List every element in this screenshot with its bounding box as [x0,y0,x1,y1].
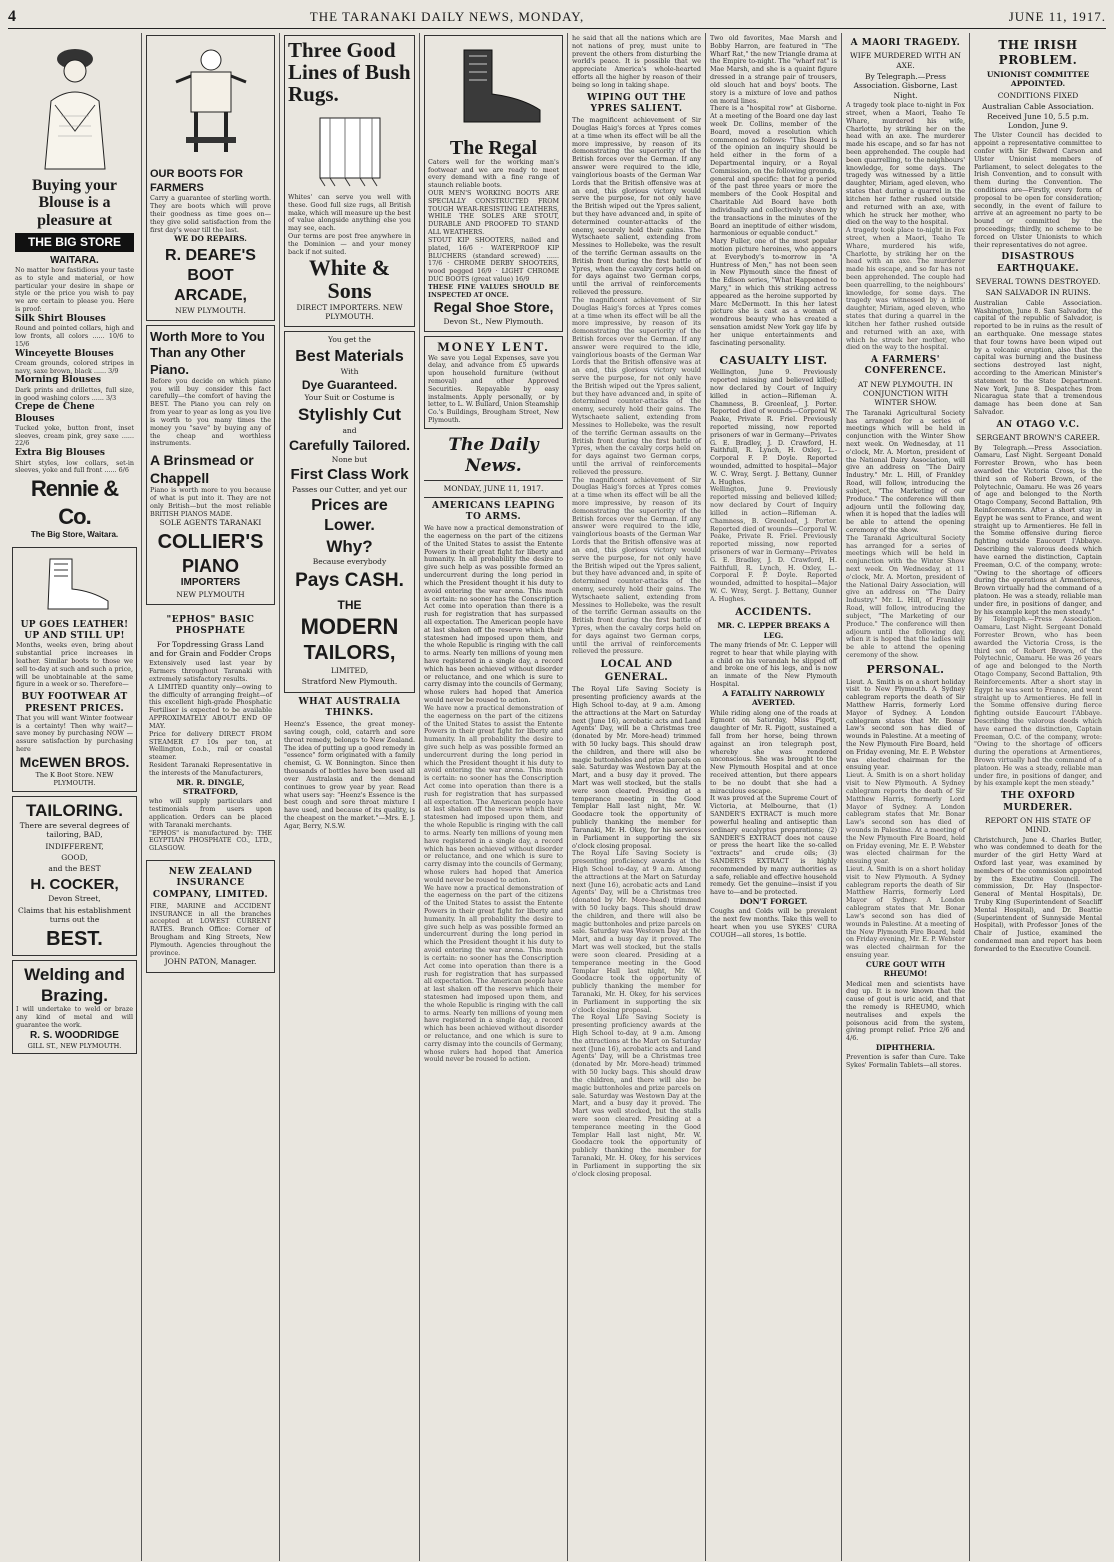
personal-body-cont: Lieut. A. Smith is on a short holiday visit to New Plymouth. A Sydney cablegram reports the death of Sir Matthew Harris, formerly Lord Mayor of Sydney. A London cablegram states that Mr. Bonar Law's second son has died of wounds in Palestine. At a meeting of the New Plymouth Fire Board, held on Friday evening, Mr. E. P. Webster was elected chairman for the ensuing year. [846,771,965,866]
local-headline: LOCAL AND GENERAL. [600,659,673,683]
rennie-ad [12,35,137,543]
column-4 [420,33,568,1561]
rugs-illustration [300,108,400,188]
regal-list: STOUT KIP SHOOTERS, nailed and plated, 16/6 · WATERPROOF KIP BLUCHERS (standard screwed) ...... 17/6 · CHROME DERBY SHOOTERS, wood pegged 16/9 · LIGHT CHROME DUC BOOTS (great value) 16/9 [428,235,559,283]
tailors-name: TAILORS, [303,641,396,664]
blouse-intro: No matter how fastidious your taste as to style and material, or how particular your desire in shape or style or the price you wish to pay we are certain to please you. Here is proof: [15,266,134,314]
fatality-body: While riding along one of the roads at Egmont on Saturday, Miss Pigott, daughter of Mr. R. Pigott, sustained a fall from her horse, being thrown against an iron telegraph post, whereby she was rendered unconscious. She was brought to the New Plymouth Hospital and at once received attention, but there appears to be no doubt that she had a miraculous escape. [710,708,837,795]
whites-ad [284,35,415,327]
tailors-towns: Stratford New Plymouth. [301,677,398,687]
insurance-ad [146,860,275,973]
cocker-claim: Claims that his establishment turns out the [18,905,131,925]
tailoring-line: and the BEST [48,864,101,874]
leader-body-cont: We have now a practical demonstration of the eagerness on the part of the citizens of the United States to assist the Entente Powers in their great fight for liberty and humanity. In all probability the desire to give such help as was possible formed an undercurrent during the long period in which the President thought it his duty to avoid entering the war arena. This much is certain: no sooner has the Conscription Act come into operation than there is a rush for registration that has surpassed all expectation. The American people have at last shaken off the reserve which their statesmen had imposed upon them, and the whole Republic is ringing with the call to arms. Nearly ten millions of young men have registered in a single day, a record which has been achieved without disorder or reluctance, and one which is sure to carry dismay into the councils of Germany, whose rulers had hoped that America would never be roused to action. [424,703,563,884]
deare-name: R. DEARE'S [165,246,256,264]
piano-headline: Worth More to You Than any Other Piano. [150,329,265,377]
piano-body: Before you decide on which piano you will buy consider this fact carefully—the comfort of having the BEST. The Piano you can rely on from year to year as long as you live is worth to you many times the money you "save" by buying any of the cheap and worthless instruments. [150,376,271,448]
otago-headline: AN OTAGO V.C. [996,419,1080,430]
rennie-brand: Rennie & Co. [30,476,119,529]
personal-body: Lieut. A. Smith is on a short holiday visit to New Plymouth. A Sydney cablegram reports the death of Sir Matthew Harris, formerly Lord Mayor of Sydney. A London cablegram states that Mr. Bonar Law's second son has died of wounds in Palestine. At a meeting of the New Plymouth Fire Board, held on Friday evening, Mr. E. P. Webster was elected chairman for the ensuing year. [846,677,965,772]
blouse-item: Winceyette Blouses Cream grounds, colored stripes in navy, saxe brown, black ...... 3/9 [15,348,134,375]
tailors-line: Because everybody [312,557,387,567]
australia-body: Heenz's Essence, the great money-saving cough, cold, catarrh and sore throat remedy, belongs to New Zealand. The idea of putting up a good remedy in "essence" form originated with a family chemist, G. W. Bonnington. Since then thousands of bottles have been used all over Australasia and the demand continues to grow year by year. Read what users say: "Heenz's Essence is the best cough and sore throat mixture I have used, and because of its quality, is the cheapest on the market."—Mrs. E. J. Agar, Berry, N.S.W. [284,720,415,830]
money-lent-ad [424,336,563,429]
column-3 [280,33,420,1561]
personal-body-cont: Lieut. A. Smith is on a short holiday visit to New Plymouth. A Sydney cablegram reports the death of Sir Matthew Harris, formerly Lord Mayor of Sydney. A London cablegram states that Mr. Bonar Law's second son has died of wounds in Palestine. At a meeting of the New Plymouth Fire Board, held on Friday evening, Mr. E. P. Webster was elected chairman for the ensuing year. [846,865,965,959]
welding-body: I will undertake to weld or braze any kind of metal and will guarantee the work. [16,1005,133,1029]
brinsmead-body: Piano is worth more to you because of what is put into it. They are not only British—but the most reliable BRITISH PIANOS MADE. [150,486,271,518]
farmers-headline: A FARMERS' CONFERENCE. [864,355,947,377]
ephos-rep: MR. R. DINGLE, STRATFORD, [176,777,245,796]
maori-dateline: By Telegraph.—Press Association. Gisborne, Last Night. [853,72,958,100]
sole-agents: SOLE AGENTS TARANAKI [159,518,262,528]
woodridge-name: R. S. WOODRIDGE [30,1029,119,1041]
tailors-modern: MODERN [300,614,399,640]
boots-body: Carry a guarantee of sterling worth. They are boots which will prove their goodness as time goes on—they give solid satisfaction from the first day's wear till the last. [150,194,271,234]
diphtheria-body: Prevention is safer than Cure. Take Sykes' Formalin Tablets—all stores. [846,1053,965,1070]
insurance-body: FIRE, MARINE and ACCIDENT INSURANCE in all the branches accepted at LOWEST CURRENT RATES. Branch Office: Corner of Brougham and King Streets, New Plymouth. Agencies throughout the province. [150,901,271,957]
cocker-ad [12,796,137,956]
regal-address: Devon St., New Plymouth. [443,316,544,326]
whites-sub: DIRECT IMPORTERS. NEW PLYMOUTH. [296,302,403,321]
tailors-dye: Dye Guaranteed. [301,378,398,393]
page-number: 4 [8,8,16,25]
lepper-body: The many friends of Mr. C. Lepper will regret to hear that while playing with a child on his verandah he slipped off and broke one of his legs, and is now an inmate of the New Plymouth Hospital. [710,640,837,688]
otago-subhead: SERGEANT BROWN'S CAREER. [975,433,1101,443]
leather-body: Months, weeks even, bring about substantial price increases in leather. Similar boots to those we sell to-day at such and such a price, will be unobtainable at the same figure in a week or so. Therefore— [16,641,133,689]
colliers-town: NEW PLYMOUTH [176,589,245,599]
otago-body: By Telegraph.—Press Association. Oamaru, Last Night. Sergeant Donald Forrester Brown, who has been awarded the Victoria Cross, is the third son of Robert Brown, of the Polytechnic, Oamaru. He was 26 years of age and belonged to the North Otago Company, Second Battalion, 9th Reinforcements. After a short stay in Egypt he was sent to France, and went straight up to Armentieres. He fell in the Somme offensive during fierce fighting outside Eaucourt l'Abbaye. Describing the valorous deeds which have earned the distinction, Captain Freeman, O.C. of the company, wrote: "Owing to the shortage of officers during the operations at Armentieres, Brown virtually had the command of a platoon. He was a steady, reliable man under fire, in positions of danger, and by his example kept the men steady." [974,443,1102,616]
columns [8,33,1106,1561]
ephos-ad [146,609,275,856]
regal-store: Regal Shoe Store, [433,299,554,316]
oxford-body: Christchurch, June 4. Charles Butler, who was condemned to death for the murder of the girl Hetty Ward at Oxford last year, was examined by members of the commission appointed by the Executive Council. The commission, Dr. Hay (Inspector-General of Mental Hospitals), Dr. Truby King (Superintendent of Seacliff Mental Hospital), and Dr. Beattie (Superintendent of Sunnyside Mental Hospital), with Professor Jones of the Chair of Justice, examined the condemned man and report has been forwarded to the Executive Council. [974,835,1102,953]
insurance-manager: JOHN PATON, Manager. [164,957,257,967]
column-1 [8,33,142,1561]
tailors-line: None but [331,454,368,464]
boot-arcade: BOOT ARCADE, [174,266,247,304]
oxford-headline: THE OXFORD MURDERER. [1000,791,1076,813]
rugs-post: Our terms are post free anywhere in the Dominion — and your money back if not suited. [288,231,411,256]
irish-conditions: CONDITIONS FIXED [997,90,1079,100]
column-6 [706,33,842,1561]
tailoring-line: INDIFFERENT, [45,841,104,851]
deare-ad [146,35,275,321]
ephos-title: "EPHOS" BASIC PHOSPHATE [166,615,255,637]
casualty-body-cont: Wellington, June 9. Previously reported missing and believed killed; now declared by Court of Inquiry killed in action—Rifleman A. Chamness, B. Greenleaf, J. Porter. Reported died of wounds—Corporal W. Peake, Private R. Friel. Previously reported missing, now reported prisoners of war in Germany—Privates G. E. Bradley, J. D. Crawford, H. Faithfull, R. Lynch, H. Oxley, L.-Corporal F. P. Doyle. Reported wounded, admitted to hospital—Major W. C. Wray, Sergt. J. Bettany, Gunner A. Hughes. [710,485,837,603]
column-5 [568,33,706,1561]
column-8 [970,33,1106,1561]
quake-headline: DISASTROUS EARTHQUAKE. [996,252,1080,274]
ephos-para: A LIMITED quantity only—owing to the difficulty of arranging freight—of this excellent high-grade Phosphatic Fertiliser is expected to be available APPROXIMATELY ABOUT END OF MAY. [149,682,272,730]
casualty-headline: CASUALTY LIST. [719,353,828,367]
dont-forget-body: Coughs and Colds will be prevalent the next few months. Take this well to heart when you use SYKES' CURA COUGH—all stores, 1s bottle. [710,907,837,939]
leader-continued: he said that all the nations which are not nations of prey, must unite to prevent the others from disturbing the world's peace. It is possible that we appreciate America's whole-hearted efforts all the higher by reason of their being so long in taking shape. [572,34,701,89]
cocker-name: H. COCKER, [30,875,119,893]
cobbler-illustration [156,42,266,162]
quake-body: Australian Cable Association. Washington, June 8. San Salvador, the capital of the republic of Salvador, is reported to be in ruins as the result of an earthquake. One message states that four towns have been wiped out by a volcanic eruption, also that the capital was burning and the business sections destroyed last night, according to the American Minister's statement to the State Department. New York, June 8. Despatches from Nicaragua state that a tremendous damage has been done at San Salvador. [974,298,1102,417]
regal-caps: OUR MEN'S WORKING BOOTS ARE SPECIALLY CONSTRUCTED FROM TOUGH WEAR-RESISTING LEATHERS, WHILE THE SOLES ARE STOUT, DURABLE AND PROOFED TO STAND ALL WEATHERS. [428,189,559,237]
welding-title: Welding and Brazing. [24,964,125,1005]
ephos-para: Resident Taranaki Representative in the interests of the Manufacturers, [149,760,272,777]
buy-headline: BUY FOOTWEAR AT PRESENT PRICES. [21,692,128,714]
blouse-item: Extra Big Blouses Shirt styles, low collars, set-in sleeves, yoke and full front ...... 6/6 [15,448,134,475]
mcewen-sub: The K Boot Store. NEW PLYMOUTH. [35,771,114,788]
blouse-list [15,314,134,475]
tailors-the: THE [337,598,362,613]
paper-title: THE TARANAKI DAILY NEWS, MONDAY, [309,9,585,24]
blouse-item: Crepe de Chene Blouses Tucked yoke, button front, inset sleeves, cream pink, grey saxe ...... 22/6 [15,402,134,448]
tailors-line: Passes our Cutter, and yet our [292,484,407,494]
irish-body: The Ulster Council has decided to appoint a representative committee to confer with Sir Edward Carson and Ulster Unionist members of Parliament, to select delegates to the Irish Convention, and to consult with them during the Convention. The conditions are—Firstly, every form of proposal to be open for consideration; secondly, in the event of failure to arrive at an agreement no party to be bound or committed by the proceedings; thirdly, no scheme to be forced on Ulster Unionists to which their representatives do not agree. [974,131,1102,249]
ephos-para: Extensively used last year by Farmers throughout Taranaki with extremely satisfactory results. [149,659,272,683]
mcewen-ad [12,547,137,791]
colliers-name: COLLIER'S [157,530,264,553]
tailors-prices: Prices are Lower. [311,497,388,535]
tailors-limited: LIMITED, [330,665,369,675]
maori-body: A tragedy took place to-night in Fox street, when a Maori, Teaho Te Whare, murdered his wife, Charlotte, by striking her on the head with an axe. The murderer made his escape, and so far has not been apprehended. The couple had been quarrelling, to the neighbours' knowledge, for some days. The tragedy was witnessed by a little daughter, Miriam, aged eleven, who states that during a quarrel in the kitchen her father rushed outside and returned with an axe, with which he struck her mother, who died on the way to the hospital. [846,101,965,227]
tailors-best-materials: Best Materials [295,347,404,365]
boots-headline: OUR BOOTS FOR FARMERS [150,167,243,194]
oxford-subhead: REPORT ON HIS STATE OF MIND. [984,815,1092,835]
ephos-use: For Topdressing Grass Land and for Grain and Fodder Crops [149,639,272,658]
farmers-body-cont: The Taranaki Agricultural Society has arranged for a series of meetings which will be held in conjunction with the Winter Show next week. On Wednesday, at 11 o'clock, Mr. A. Morton, president of the National Dairy Association, will give an address on "The Dairy Industry." Mr. L. Hill, of Frankley Road, will follow, introducing the subject, "The Marketing of our Produce." The conference will then adjourn until the following day, when it is hoped that the ladies will be able to attend the opening ceremony of the show. [846,533,965,659]
blouse-item: Silk Shirt Blouses Round and pointed collars, high and low fronts, all colors ...... 10/6 to 15/6 [15,313,134,348]
tailors-line: and [342,425,357,435]
best-label: BEST. [46,927,103,950]
divider [424,497,563,498]
irish-dateline: Australian Cable Association. Received June 10, 5.5 p.m. London, June 9. [982,102,1094,130]
maori-headline: A MAORI TRAGEDY. [850,38,961,48]
ephos-para: who will supply particulars and testimonials from users upon application. Orders can be placed with Taranaki merchants. [149,797,272,829]
irish-subhead: UNIONIST COMMITTEE APPOINTED. [986,70,1090,89]
dont-forget-headline: DON'T FORGET. [739,897,808,906]
big-store-label: THE BIG STORE [15,233,134,252]
buy-body: That you will want Winter footwear is a certainty! Then why wait?—save money by purchasing NOW — assure satisfaction by purchasing here [16,713,133,754]
issue-date: JUNE 11, 1917. [1008,9,1106,24]
lepper-headline: MR. C. LEPPER BREAKS A LEG. [717,621,830,640]
brinsmead-headline: A Brinsmead or Chappell [150,452,254,486]
whites-brand: White & Sons [308,255,391,304]
cure-gout-body: Medical men and scientists have dug up. It is now known that the cause of gout is uric acid, and that the remedy is RHEUMO, which neutralises and expels the poisonous acid from the system, giving prompt relief. Price 2/6 and 4/6. [846,979,965,1043]
farmers-body: The Taranaki Agricultural Society has arranged for a series of meetings which will be held in conjunction with the Winter Show next week. On Wednesday, at 11 o'clock, Mr. A. Morton, president of the National Dairy Association, will give an address on "The Dairy Industry." Mr. L. Hill, of Frankley Road, will follow, introducing the subject, "The Marketing of our Produce." The conference will then adjourn until the following day, when it is hoped that the ladies will be able to attend the opening ceremony of the show. [846,408,965,534]
diphtheria-headline: DIPHTHERIA. [875,1043,936,1052]
regal-headline: The Regal [449,136,538,159]
repairs-label: WE DO REPAIRS. [174,234,247,244]
work-boot-illustration [439,42,549,132]
woodridge-ad [12,960,137,1055]
hospital-row: There is a "hospital row" at Gisborne. At a meeting of the Board one day last week Dr. Collins, member of the Board, moved a resolution which commenced as follows: "This Board is of the opinion an inquiry should be held either in the form of a Departmental inquiry, or a Royal Commission, on the following grounds, general and specific: that for a period of the past three years or more the members of the Cook Hospital and Charitable Aid Board have both individually and collectively shown by the transactions in the minutes of the Board an ineptitude of either wisdom, harmonious or equable conduct." [710,104,837,238]
quake-subhead: SAN SALVADOR IN RUINS. [985,288,1091,298]
cocker-address: Devon Street, [48,894,101,904]
tailors-line: Your Suit or Costume is [304,393,395,403]
otago-body-cont: By Telegraph.—Press Association. Oamaru, Last Night. Sergeant Donald Forrester Brown, who has been awarded the Victoria Cross, is the third son of Robert Brown, of the Polytechnic, Oamaru. He was 26 years of age and belonged to the North Otago Company, Second Battalion, 9th Reinforcements. After a short stay in Egypt he was sent to France, and went straight up to Armentieres. He fell in the Somme offensive during fierce fighting outside Eaucourt l'Abbaye. Describing the valorous deeds which have earned the distinction, Captain Freeman, O.C. of the company, wrote: "Owing to the shortage of officers during the operations at Armentieres, Brown virtually had the command of a platoon. He was a steady, reliable man under fire, in positions of danger, and by his example kept the men steady." [974,615,1102,788]
insurance-title: NEW ZEALAND INSURANCE COMPANY, LIMITED. [152,867,269,900]
accidents-headline: ACCIDENTS. [735,606,812,618]
woodridge-address: GILL ST., NEW PLYMOUTH. [27,1042,122,1051]
cure-gout-headline: CURE GOUT WITH RHEUMO! [865,959,946,979]
waitara-label: WAITARA. [50,254,99,266]
money-body: We save you Legal Expenses, save you delay, and advance from £5 upwards upon household furniture (without removal) and other Approved Securities. Repayable by easy instalments. Apply personally, or by letter, to L. W. Bullard, Union Steamship Co.'s Buildings, Brougham Street, New Plymouth. [428,353,560,425]
regal-body: Caters well for the working man's footwear and we are ready to meet every demand with a fine range of staunch reliable boots. [428,157,559,190]
tailors-carefully: Carefully Tailored. [288,437,411,454]
tailors-stylish: Stylishly Cut [298,405,401,425]
boot-illustration [30,554,120,614]
casualty-body: Wellington, June 9. Previously reported missing and believed killed; now declared by Court of Inquiry killed in action—Rifleman A. Chamness, B. Greenleaf, J. Porter. Reported died of wounds—Corporal W. Peake, Private R. Friel. Previously reported missing, now reported prisoners of war in Germany—Privates G. E. Bradley, J. D. Crawford, H. Faithfull, R. Lynch, H. Oxley, L.-Corporal F. P. Doyle. Reported wounded, admitted to hospital—Major W. C. Wray, Sergt. J. Bettany, Gunner A. Hughes. [710,368,837,486]
deare-town: NEW PLYMOUTH. [175,305,246,315]
ephos-para: Price for delivery DIRECT FROM STEAMER £7 10s per ton, at Wellington, f.o.b., rail or coastal steamer. [149,729,272,762]
regal-ad [424,35,563,332]
leader-body-cont: We have now a practical demonstration of the eagerness on the part of the citizens of the United States to assist the Entente Powers in their great fight for liberty and humanity. In all probability the desire to give such help as was possible formed an undercurrent during the long period in which the President thought it his duty to avoid entering the war arena. This much is certain: no sooner has the Conscription Act come into operation than there is a rush for registration that has surpassed all expectation. The American people have at last shaken off the reserve which their statesmen had imposed upon them, and the whole Republic is ringing with the call to arms. Nearly ten millions of young men have registered in a single day, a record which has been achieved without disorder or reluctance, and one which is sure to carry dismay into the councils of Germany, whose rulers had hoped that America would never be roused to action. [424,883,563,1064]
tailoring-title: TAILORING. [26,800,123,820]
tailoring-line: GOOD, [61,852,88,862]
editorial-masthead: The Daily News. [448,434,539,477]
editorial-date: MONDAY, JUNE 11, 1917. [443,484,544,494]
mary-fuller: Mary Fuller, one of the most popular motion picture heroines, who appears at Everybody's to-morrow in "A Huntress of Men," has not been seen in New Plymouth since the finest of the Edison series, "What Happened to Mary," in which this striking actress appeared as the heroine supported by Marc McDermott. In this her latest picture she is cast as a woman of wondrous beauty who has created a sensation amidst New York gay life by her unique entertainments and fascinating personality. [710,237,837,347]
tailors-why: Why? [326,537,373,557]
divider [424,480,563,481]
rugs-headline: Three Good Lines of Bush Rugs. [288,38,411,107]
leader-headline: AMERICANS LEAPING TO ARMS. [431,500,556,522]
woman-in-blouse-illustration [25,41,125,171]
blouse-item: Morning Blouses Dark prints and drillettes, full size, in good washing colors ...... 3/3 [15,375,134,402]
tailoring-line: There are several degrees of tailoring, BAD, [19,820,130,840]
farmers-subhead: AT NEW PLYMOUTH. IN CONJUNCTION WITH WINTER SHOW. [857,379,953,408]
local-body-cont: The Royal Life Saving Society is presenting proficiency awards at the High School to-day, at 9 a.m. Among the attractions at the Mart on Saturday next (June 16), acrobatic acts and Land Agents' Day, will be a Christmas tree (donated by Mr. More-head) trimmed with 50 lucky bags. This should draw the children, and there will also be magic buttonholes and prize parcels on sale. Saturday was Westown Day at the Mart, and a busy day it proved. The Mart was well stocked, but the stalls were soon cleared. Presiding at a temperance meeting in the Good Templar Hall last night, Mr. W. Goodacre took the opportunity of publicly thanking the member for Taranaki, Mr. H. Okey, for his services in Parliament in supporting the six o'clock closing proposal. [572,1013,701,1178]
quake-subhead: SEVERAL TOWNS DESTROYED. [975,276,1101,286]
ypres-body: The magnificent achievement of Sir Douglas Haig's forces at Ypres comes at a time when its effect will be all the more impressive, by reason of its demonstrating the superiority of the British forces over the German. If any answer were required to the idle, vainglorious boasts of the German War Lords that the British offensive was at an end, this glorious victory would serve the purpose, for not only have the British wiped out the Ypres salient, but they have advanced and, in spite of determined counter-attacks of the enemy, securely hold their gains. The Wytschaete salient, extending from Messines to Hollebeke, was the result of the terrific German assaults on the British front during the first battle of Ypres, when the cavalry corps held on for days against two German corps, until the arrival of reinforcements relieved the pressure. [572,116,701,297]
regal-note: THESE FINE VALUES SHOULD BE INSPECTED AT ONCE. [428,282,559,299]
money-headline: MONEY LENT. [437,339,550,355]
maori-subhead: WIFE MURDERED WITH AN AXE. [850,51,961,70]
colliers-importers: IMPORTERS [180,577,241,589]
tailors-line: With [340,366,359,376]
leader-body: We have now a practical demonstration of the eagerness on the part of the citizens of the United States to assist the Entente Powers in their great fight for liberty and humanity. In all probability the desire to give such help as was possible formed an undercurrent during the long period in which the President thought it his duty to avoid entering the war arena. This much is certain: no sooner has the Conscription Act come into operation than there is a rush for registration that has surpassed all expectation. The American people have at last shaken off the reserve which their statesmen had imposed upon them, and the whole Republic is ringing with the call to arms. Nearly ten millions of young men have registered in a single day, a record which has been achieved without disorder or reluctance, and one which is sure to carry dismay into the councils of Germany, whose rulers had hoped that America would never be roused to action. [424,524,563,705]
rennie-sub: The Big Store, Waitara. [30,530,119,540]
local-body: The Royal Life Saving Society is presenting proficiency awards at the High School to-day, at 9 a.m. Among the attractions at the Mart on Saturday next (June 16), acrobatic acts and Land Agents' Day, will be a Christmas tree (donated by Mr. More-head) trimmed with 50 lucky bags. This should draw the children, and there will also be magic buttonholes and prize parcels on sale. Saturday was Westown Day at the Mart, and a busy day it proved. The Mart was well stocked, but the stalls were soon cleared. Presiding at a temperance meeting in the Good Templar Hall last night, Mr. W. Goodacre took the opportunity of publicly thanking the member for Taranaki, Mr. H. Okey, for his services in Parliament in supporting the six o'clock closing proposal. [572,685,701,850]
colliers-ad [146,325,275,605]
column-2 [142,33,280,1561]
mcewen-brand: McEWEN BROS. [19,753,130,770]
leather-headline: UP GOES LEATHER! UP AND STILL UP! [20,619,129,642]
rugs-body: Whites' can serve you well with these. Good full size rugs, all British make, which will measure up the best of value alongside anything else you may see, each. [288,192,411,233]
maori-body-cont: A tragedy took place to-night in Fox street, when a Maori, Teaho Te Whare, murdered his wife, Charlotte, by striking her on the head with an axe. The murderer made his escape, and so far has not been apprehended. The couple had been quarrelling, to the neighbours' knowledge, for some days. The tragedy was witnessed by a little daughter, Miriam, aged eleven, who states that during a quarrel in the kitchen her father rushed outside and returned with an axe, with which he struck her mother, who died on the way to the hospital. [846,226,965,352]
local-body-cont: The Royal Life Saving Society is presenting proficiency awards at the High School to-day, at 9 a.m. Among the attractions at the Mart on Saturday next (June 16), acrobatic acts and Land Agents' Day, will be a Christmas tree (donated by Mr. More-head) trimmed with 50 lucky bags. This should draw the children, and there will also be magic buttonholes and prize parcels on sale. Saturday was Westown Day at the Mart, and a busy day it proved. The Mart was well stocked, but the stalls were soon cleared. Presiding at a temperance meeting in the Good Templar Hall last night, Mr. W. Goodacre took the opportunity of publicly thanking the member for Taranaki, Mr. H. Okey, for his services in Parliament in supporting the six o'clock closing proposal. [572,849,701,1014]
ypres-body-cont: The magnificent achievement of Sir Douglas Haig's forces at Ypres comes at a time when its effect will be all the more impressive, by reason of its demonstrating the superiority of the British forces over the German. If any answer were required to the idle, vainglorious boasts of the German War Lords that the British offensive was at an end, this glorious victory would serve the purpose, for not only have the British wiped out the Ypres salient, but they have advanced and, in spite of determined counter-attacks of the enemy, securely hold their gains. The Wytschaete salient, extending from Messines to Hollebeke, was the result of the terrific German assaults on the British front during the first battle of Ypres, when the cavalry corps held on for days against two German corps, until the arrival of reinforcements relieved the pressure. [572,295,701,476]
personal-headline: PERSONAL. [866,662,945,676]
tailors-first-class: First Class Work [290,465,409,483]
fatality-headline: A FATALITY NARROWLY AVERTED. [722,688,825,708]
tailors-line: You get the [328,335,371,345]
tailors-cash: Pays CASH. [295,569,404,591]
film-notes: Two old favorites, Mae Marsh and Bobby Harron, are featured in "The Wharf Rat," the new Triangle drama at the Empire to-night. The "wharf rat" is Mae Marsh, and she is a quaint figure dressed in a strange pair of trousers, old slouch hat and boys' boots. The story is a mixture of love and pathos on moral lines. [710,34,837,105]
ypres-headline: WIPING OUT THE YPRES SALIENT. [587,92,686,114]
column-7 [842,33,970,1561]
sanders-body: It was proved at the Supreme Court of Victoria, at Melbourne, that (1) SANDER'S EXTRACT is much more powerful healing and antiseptic than ordinary eucalyptus preparations; (2) SANDER'S EXTRACT does not cause or press the heart like the so-called "extracts" and crude oils; (3) SANDER'S EXTRACT is highly recommended by many authorities as a safe, reliable and effective household remedy. Get the genuine—insist if you have to—and be protected. [710,794,837,897]
masthead [8,6,1106,29]
australia-headline: WHAT AUSTRALIA THINKS. [298,696,401,718]
ephos-para: "EPHOS" is manufactured by: THE EGYPTIAN PHOSPHATE CO., LTD., GLASGOW. [149,828,272,853]
irish-headline: THE IRISH PROBLEM. [998,38,1078,67]
blouse-headline: Buying your Blouse is a pleasure at [32,176,117,229]
ypres-body-cont: The magnificent achievement of Sir Douglas Haig's forces at Ypres comes at a time when its effect will be all the more impressive, by reason of its demonstrating the superiority of the British forces over the German. If any answer were required to the idle, vainglorious boasts of the German War Lords that the British offensive was at an end, this glorious victory would serve the purpose, for not only have the British wiped out the Ypres salient, but they have advanced and, in spite of determined counter-attacks of the enemy, securely hold their gains. The Wytschaete salient, extending from Messines to Hollebeke, was the result of the terrific German assaults on the British front during the first battle of Ypres, when the cavalry corps held on for days against two German corps, until the arrival of reinforcements relieved the pressure. [572,475,701,656]
colliers-piano: PIANO [181,555,239,576]
modern-tailors-ad [284,331,415,692]
